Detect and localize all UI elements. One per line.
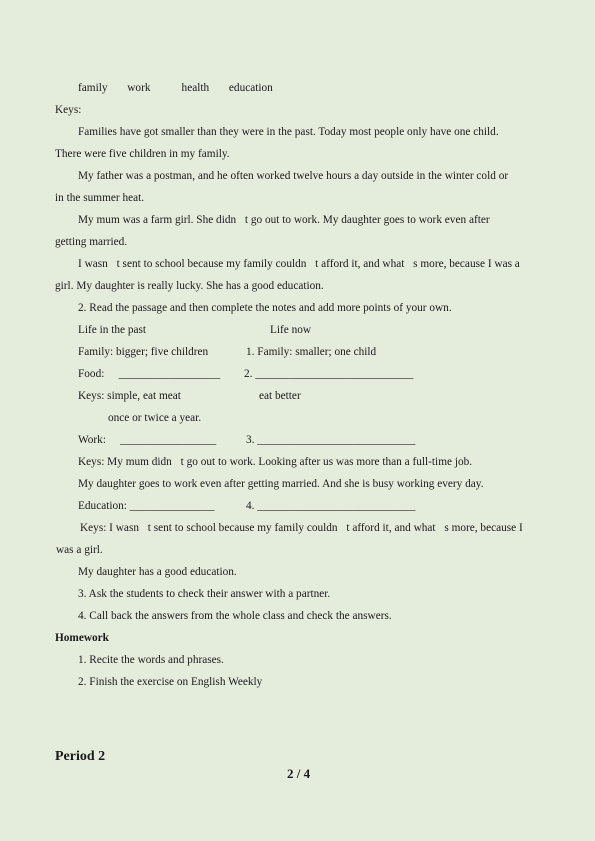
note-now-family: 1. Family: smaller; one child <box>246 346 377 358</box>
step-3: 3. Ask the students to check their answer with a partner. <box>78 588 331 600</box>
homework-item: 1. Recite the words and phrases. <box>78 654 224 666</box>
keys-food-now: eat better <box>259 390 301 402</box>
note-past-food: Food: __________________ <box>78 368 221 380</box>
keys-work: Keys: My mum didn t go out to work. Looking after us was more than a full-time job. <box>78 456 473 468</box>
keys-education: Keys: I wasn t sent to school because my family couldn t afford it, and what s more, because I <box>80 522 523 534</box>
text-line: getting married. <box>55 236 128 248</box>
vocab-categories: family work health education <box>78 82 273 94</box>
instruction-line: 2. Read the passage and then complete the notes and add more points of your own. <box>78 302 452 314</box>
note-now-food: 2. ____________________________ <box>244 368 414 380</box>
text-line: girl. My daughter is really lucky. She has a good education. <box>55 280 324 292</box>
text-line: I wasn t sent to school because my family couldn t afford it, and what s more, because I was a <box>78 258 520 270</box>
section-heading-period-2: Period 2 <box>55 749 106 764</box>
text-line: Families have got smaller than they were in the past. Today most people only have one child. <box>78 126 499 138</box>
keys-education-now: My daughter has a good education. <box>78 566 237 578</box>
keys-work-now: My daughter goes to work even after getting married. And she is busy working every day. <box>78 478 484 490</box>
text-line: My father was a postman, and he often worked twelve hours a day outside in the winter cold or <box>78 170 509 182</box>
text-line: in the summer heat. <box>55 192 145 204</box>
note-past-family: Family: bigger; five children <box>78 346 209 358</box>
note-now-education: 4. ____________________________ <box>246 500 416 512</box>
column-header-now: Life now <box>270 324 312 336</box>
homework-item: 2. Finish the exercise on English Weekly <box>78 676 263 688</box>
step-4: 4. Call back the answers from the whole class and check the answers. <box>78 610 392 622</box>
text-line: There were five children in my family. <box>55 148 230 160</box>
note-now-work: 3. ____________________________ <box>246 434 416 446</box>
homework-heading: Homework <box>55 632 109 644</box>
column-header-past: Life in the past <box>78 324 147 336</box>
keys-food-past: Keys: simple, eat meat <box>78 390 181 402</box>
keys-education-cont: was a girl. <box>56 544 103 556</box>
page-number: 2 / 4 <box>287 766 311 781</box>
text-line: My mum was a farm girl. She didn t go out to work. My daughter goes to work even after <box>78 214 490 226</box>
keys-food-past-cont: once or twice a year. <box>108 412 202 424</box>
keys-label: Keys: <box>55 104 82 116</box>
note-past-work: Work: _________________ <box>78 434 217 446</box>
note-past-education: Education: _______________ <box>78 500 215 512</box>
